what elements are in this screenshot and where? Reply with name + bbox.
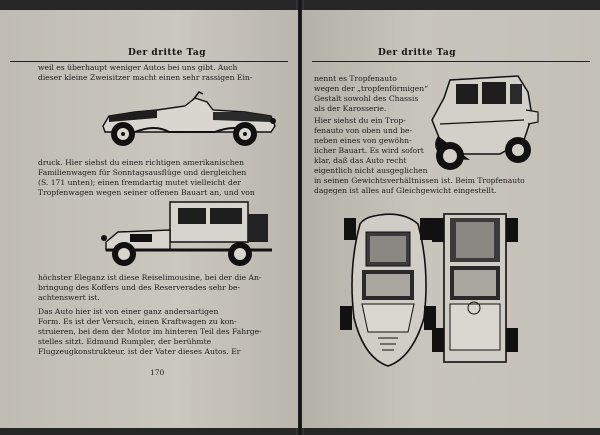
roadster-illustration	[95, 88, 280, 148]
left-line-9: achtenswert ist.	[38, 293, 100, 302]
left-page	[0, 10, 298, 428]
left-line-6: Tropfenwagen wegen seiner offenen Bauart an, und von	[38, 188, 255, 197]
left-header-rule	[10, 61, 288, 62]
right-line-10: eigentlich nicht ausgeglichen	[314, 166, 428, 175]
left-line-7: höchster Eleganz ist diese Reiselimousine, bei der die An-	[38, 273, 262, 282]
right-line-8: licher Bauart. Es wird sofort	[314, 146, 424, 155]
tropfenauto-illustration	[420, 70, 544, 178]
left-line-2: dieser kleine Zweisitzer macht einen sehr rassigen Ein-	[38, 73, 253, 82]
right-line-12: dagegen ist alles auf Gleichgewicht eingestellt.	[314, 186, 497, 195]
right-line-2: wegen der „tropfenförmigen“	[314, 84, 429, 93]
left-line-4: Familienwagen für Sonntagsausflüge und dergleichen	[38, 168, 247, 177]
right-header-rule	[312, 61, 590, 62]
left-line-13: stelles sitzt. Edmund Rumpler, der berühmte	[38, 337, 212, 346]
left-line-12: struieren, bei dem der Motor im hinteren Teil des Fahrge-	[38, 327, 262, 336]
page-number: 170	[150, 368, 165, 377]
right-line-11: in seinen Gewichtsverhältnissen ist. Beim Tropfenauto	[314, 176, 525, 185]
right-line-5: Hier siehst du ein Trop-	[314, 116, 406, 125]
right-line-9: klar, daß das Auto recht	[314, 156, 407, 165]
left-line-11: Form. Es ist der Versuch, einen Kraftwagen zu kon-	[38, 317, 237, 326]
limousine-illustration	[100, 200, 280, 268]
left-line-10: Das Auto hier ist von einer ganz andersartigen	[38, 307, 219, 316]
right-line-4: als der Karosserie.	[314, 104, 387, 113]
right-line-3: Gestalt sowohl des Chassis	[314, 94, 419, 103]
left-line-1: weil es überhaupt weniger Autos bei uns gibt. Auch	[38, 63, 238, 72]
right-line-7: neben eines von gewöhn-	[314, 136, 412, 145]
chassis-illustration	[332, 208, 532, 370]
right-page	[302, 10, 600, 428]
left-line-8: bringung des Koffers und des Reserverades sehr be-	[38, 283, 241, 292]
left-page-header: Der dritte Tag	[128, 48, 206, 58]
left-line-3: druck. Hier siehst du einen richtigen amerikanischen	[38, 158, 244, 167]
right-line-1: nennt es Tropfenauto	[314, 74, 397, 83]
left-line-5: (S. 171 unten); einen fremdartig mutet vielleicht der	[38, 178, 241, 187]
left-line-14: Flugzeugkonstrukteur, ist der Vater dieses Autos. Er	[38, 347, 241, 356]
right-line-6: fenauto von oben und be-	[314, 126, 413, 135]
right-page-header: Der dritte Tag	[378, 48, 456, 58]
